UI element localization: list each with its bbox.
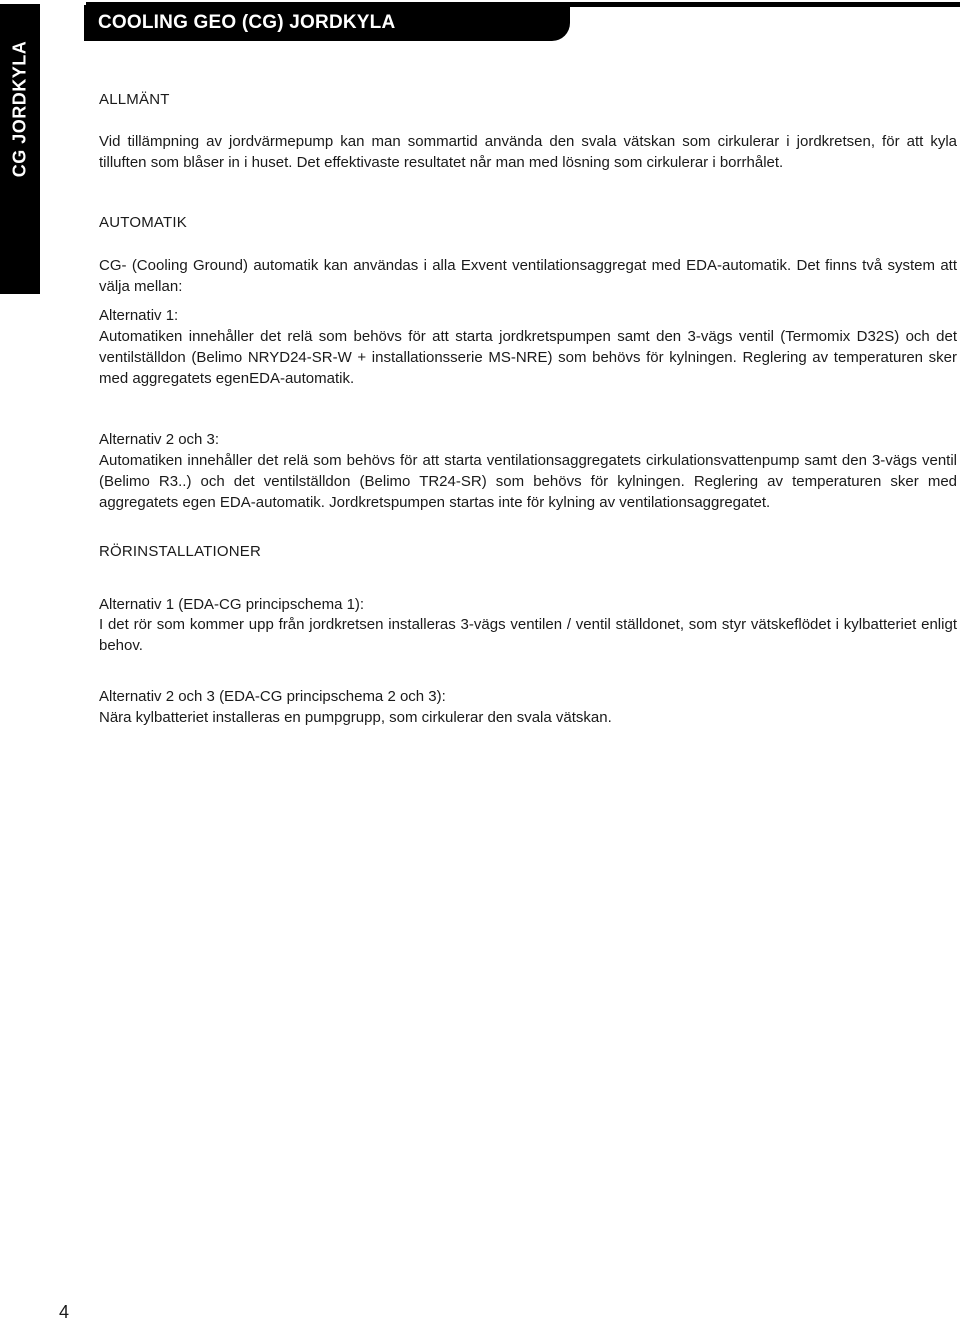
ror-alt1-text: I det rör som kommer upp från jordkretsen installeras 3-vägs ventilen / ventil ställdonet, som styr vätskeflödet i kylbatteriet enligt behov.: [99, 616, 957, 654]
automatik-alt23-text: Automatiken innehåller det relä som behövs för att starta ventilationsaggregatets cirkulationsvattenpump samt den 3-vägs ventil (Belimo R3..) och det ventilställdon (Belimo TR24-SR) som behövs för kylningen. Reglering av temperaturen sker med aggregatets egen EDA-automatik. Jordkretspumpen startas inte för kylning av ventilationsaggregatet.: [99, 452, 957, 511]
paragraph-allmant: Vid tillämpning av jordvärmepump kan man sommartid använda den svala vätskan som cirkulerar i jordkretsen, för att kyla tilluften som blåser in i huset. Det effektivaste resultatet når man med lösning som cirkulerar i borrhålet.: [99, 133, 957, 171]
side-tab: [0, 4, 40, 294]
heading-allmant: ALLMÄNT: [99, 91, 170, 108]
automatik-alt23-title: Alternativ 2 och 3:: [99, 431, 220, 448]
heading-automatik: AUTOMATIK: [99, 214, 187, 231]
ror-alt23-title: Alternativ 2 och 3 (EDA-CG principschema 2 och 3):: [99, 688, 446, 705]
page-title: COOLING GEO (CG) JORDKYLA: [98, 12, 396, 33]
heading-rorinstallationer: RÖRINSTALLATIONER: [99, 543, 262, 560]
ror-alt1-title: Alternativ 1 (EDA-CG principschema 1):: [99, 596, 365, 613]
paragraph-automatik-intro: CG- (Cooling Ground) automatik kan användas i alla Exvent ventilationsaggregat med EDA-automatik. Det finns två system att välja mellan:: [99, 257, 957, 295]
automatik-alt1-title: Alternativ 1:: [99, 307, 179, 324]
page-number: 4: [59, 1302, 70, 1322]
header-bar: [84, 5, 570, 41]
automatik-alt1-text: Automatiken innehåller det relä som behövs för att starta jordkretspumpen samt den 3-vägs ventil (Termomix D32S) och det ventilställdon (Belimo NRYD24-SR-W + installationsserie MS-NRE) som behövs för kylningen. Reglering av temperaturen sker med aggregatets egenEDA-automatik.: [99, 328, 957, 387]
side-tab-label: CG JORDKYLA: [9, 40, 30, 178]
ror-alt23-text: Nära kylbatteriet installeras en pumpgrupp, som cirkulerar den svala vätskan.: [99, 709, 612, 726]
